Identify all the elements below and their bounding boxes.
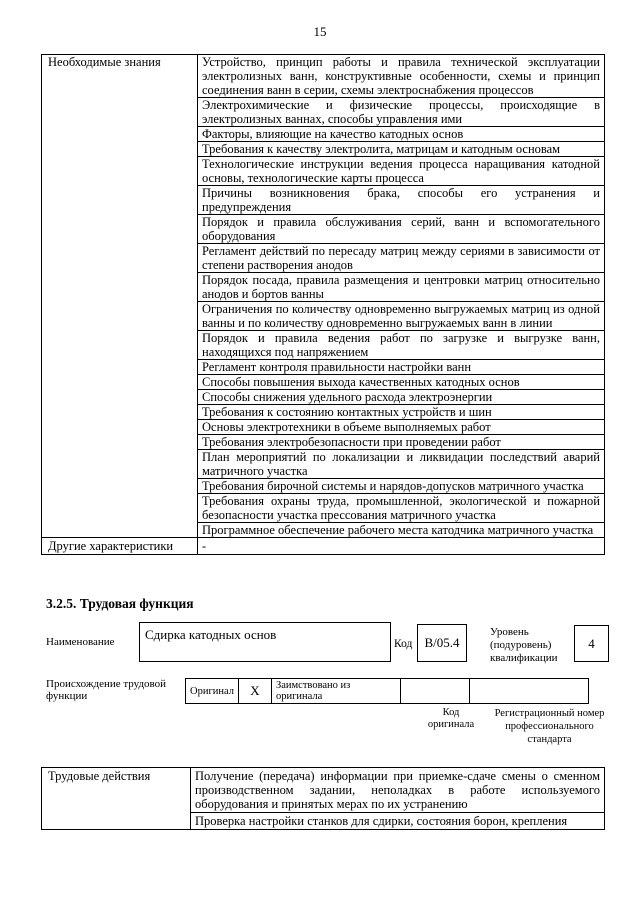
- origin-label: Происхождение трудовой функции: [46, 678, 167, 702]
- knowledge-item: Способы повышения выхода качественных катодных основ: [198, 375, 605, 390]
- knowledge-item: Факторы, влияющие на качество катодных основ: [198, 127, 605, 142]
- knowledge-item: Требования к состоянию контактных устройств и шин: [198, 405, 605, 420]
- level-label: [490, 626, 557, 665]
- actions-label: Трудовые действия: [42, 768, 191, 830]
- knowledge-item: Электрохимические и физические процессы, происходящие в электролизных ваннах, способы управления ими: [198, 98, 605, 127]
- page-cut: [41, 832, 607, 912]
- knowledge-item: Регламент контроля правильности настройки ванн: [198, 360, 605, 375]
- origin-table: [185, 678, 589, 704]
- page-number: 15: [313, 24, 327, 39]
- other-characteristics-label: Другие характеристики: [42, 538, 198, 555]
- knowledge-item: Причины возникновения брака, способы его устранения и предупреждения: [198, 186, 605, 215]
- other-characteristics-row: [42, 538, 605, 555]
- name-value: Сдирка катодных основ: [139, 622, 391, 662]
- code-value: B/05.4: [417, 624, 467, 662]
- knowledge-item: Требования электробезопасности при проведении работ: [198, 435, 605, 450]
- knowledge-table: [41, 54, 605, 555]
- original-mark: X: [239, 679, 272, 704]
- knowledge-item: Порядок и правила ведения работ по загрузке и выгрузке ванн, находящихся под напряжением: [198, 331, 605, 360]
- other-characteristics-value: -: [198, 538, 605, 555]
- level-label-line: (подуровень): [490, 639, 552, 651]
- actions-row: [42, 768, 605, 813]
- section-heading: 3.2.5. Трудовая функция: [46, 596, 194, 611]
- name-label: Наименование: [46, 636, 115, 648]
- knowledge-item: Требования бирочной системы и нарядов-допусков матричного участка: [198, 479, 605, 494]
- origin-code-cell: [401, 679, 470, 704]
- level-value: 4: [574, 625, 609, 662]
- knowledge-item: Основы электротехники в объеме выполняемых работ: [198, 420, 605, 435]
- knowledge-item: Устройство, принцип работы и правила технической эксплуатации электролизных ванн, конструктивные особенности, схемы и принцип соединения ванн в серии, схемы электроснабжения процессов: [198, 55, 605, 98]
- knowledge-item: Требования к качеству электролита, матрицам и катодным основам: [198, 142, 605, 157]
- actions-table: [41, 767, 605, 830]
- code-label: Код: [394, 638, 413, 650]
- borrowed-label: Заимствовано из оригинала: [272, 679, 401, 704]
- knowledge-item: Способы снижения удельного расхода электроэнергии: [198, 390, 605, 405]
- knowledge-item: Порядок и правила обслуживания серий, ванн и вспомогательного оборудования: [198, 215, 605, 244]
- action-item: Проверка настройки станков для сдирки, состояния борон, крепления: [191, 813, 605, 830]
- level-label-line: квалификации: [490, 652, 558, 664]
- knowledge-item: Порядок посада, правила размещения и центровки матриц относительно анодов и бортов ванны: [198, 273, 605, 302]
- knowledge-row: [42, 55, 605, 98]
- original-label: Оригинал: [186, 679, 239, 704]
- knowledge-item: Технологические инструкции ведения процесса наращивания катодной основы, технологические карты процесса: [198, 157, 605, 186]
- level-label-line: Уровень: [490, 626, 529, 638]
- knowledge-item: Регламент действий по пересаду матриц между сериями в зависимости от степени растворения анодов: [198, 244, 605, 273]
- reg-number-label: Регистрационный номер профессионального стандарта: [494, 708, 605, 745]
- knowledge-item: План мероприятий по локализации и ликвидации последствий аварий матричного участка: [198, 450, 605, 479]
- knowledge-item: Программное обеспечение рабочего места катодчика матричного участка: [198, 523, 605, 538]
- reg-number-cell: [470, 679, 589, 704]
- knowledge-item: Требования охраны труда, промышленной, экологической и пожарной безопасности участка прессования матричного участка: [198, 494, 605, 523]
- knowledge-label: Необходимые знания: [42, 55, 198, 538]
- origin-code-label: Код оригинала: [427, 707, 475, 730]
- action-item: Получение (передача) информации при приемке-сдаче смены о сменном производственном задании, неполадках в работе используемого оборудования и принятых мерах по их устранению: [191, 768, 605, 813]
- knowledge-item: Ограничения по количеству одновременно выгружаемых матриц из одной ванны и по количеству одновременно выгружаемых ванн в линии: [198, 302, 605, 331]
